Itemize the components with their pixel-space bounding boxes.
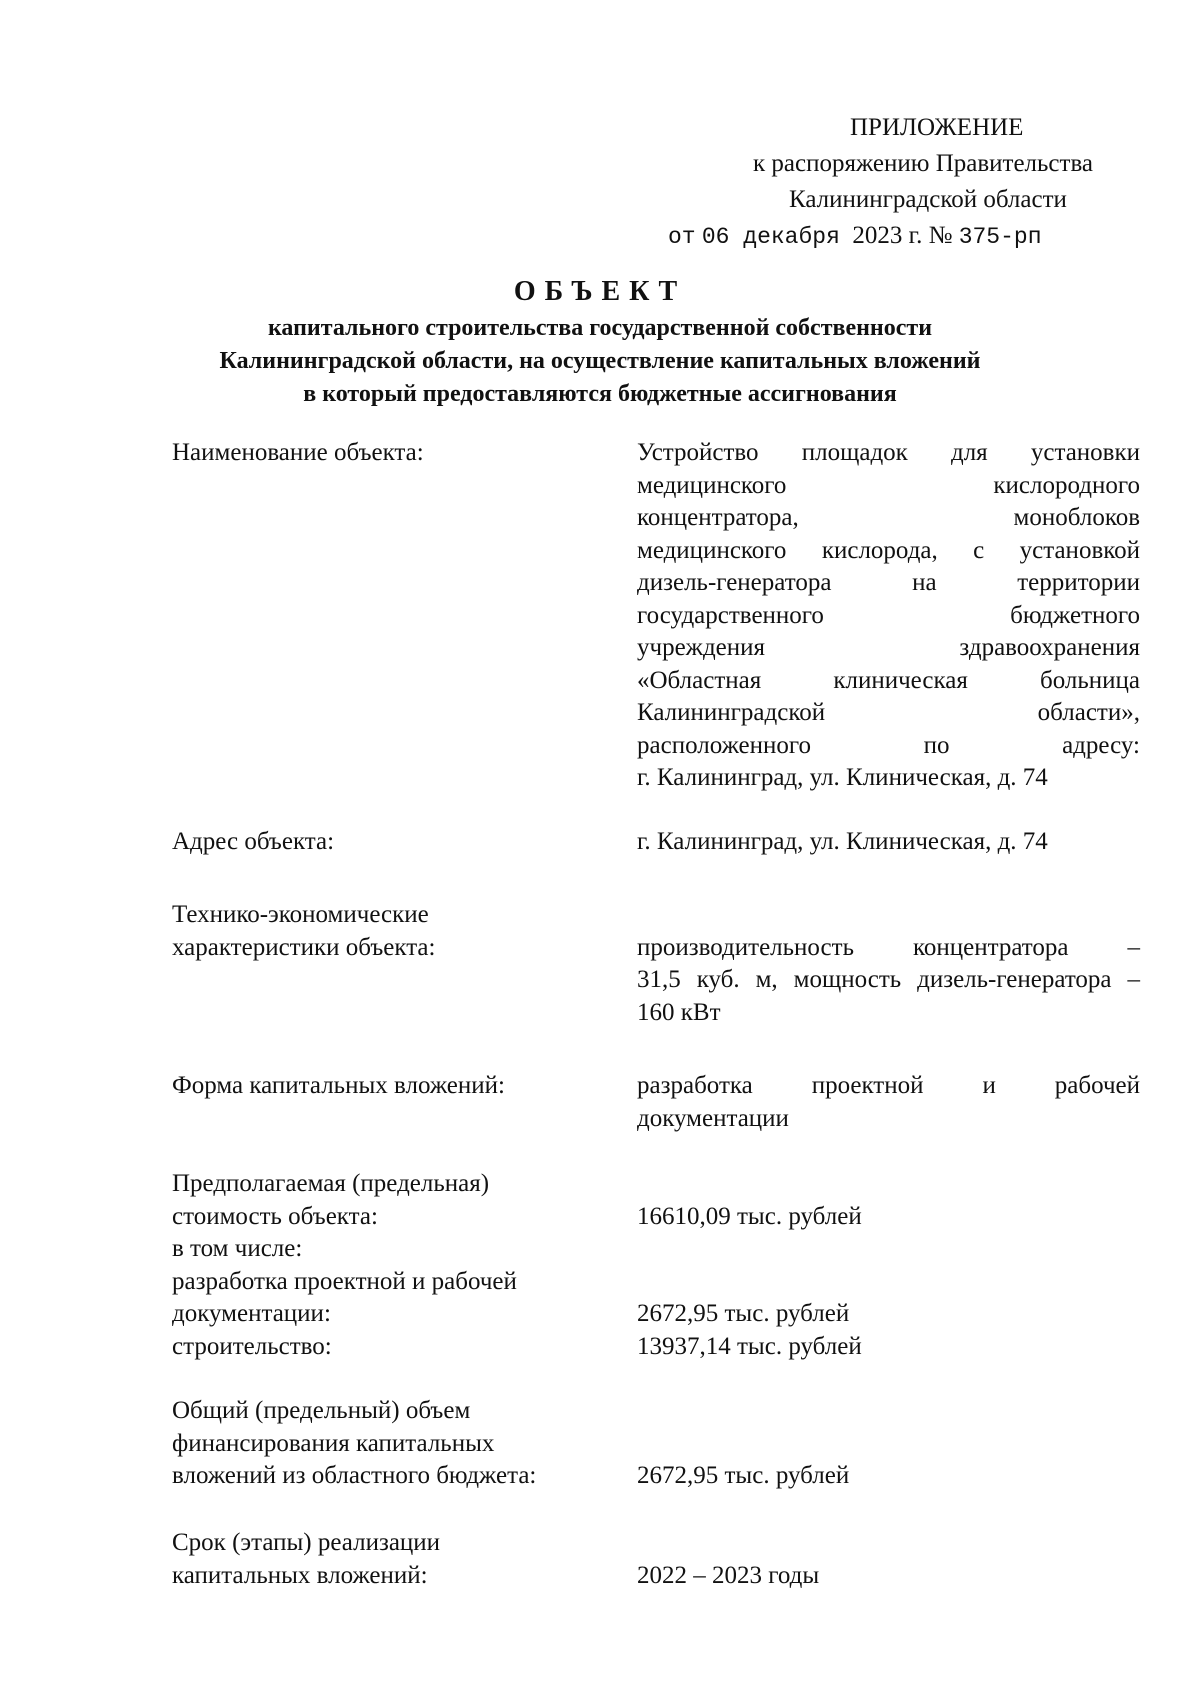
value-line: г. Калининград, ул. Клиническая, д. 74 — [637, 764, 1048, 791]
value-line: учреждения здравоохранения — [637, 634, 1140, 661]
value-line: 160 кВт — [637, 998, 721, 1026]
label-term — [172, 1527, 612, 1592]
label-financing — [172, 1395, 612, 1493]
value-investment-form — [637, 1070, 1140, 1135]
value-line: Устройство площадок для установки — [637, 439, 1140, 466]
value-line: производительность концентратора – — [637, 933, 1140, 961]
label-specs — [172, 899, 612, 964]
value-line: концентратора, моноблоков — [637, 504, 1140, 531]
value-line: государственного бюджетного — [637, 601, 1140, 629]
label-investment-form: Форма капитальных вложений: — [172, 1072, 505, 1099]
date-prefix: от — [668, 224, 696, 250]
label-object-name: Наименование объекта: — [172, 439, 424, 466]
title-main: ОБЪЕКТ — [513, 276, 687, 307]
appendix-order-line: к распоряжению Правительства — [753, 150, 1094, 177]
value-line: медицинского кислорода, с установкой — [637, 536, 1140, 564]
label-line: характеристики объекта: — [172, 933, 436, 961]
label-cost — [172, 1168, 612, 1363]
label-line: документации: — [172, 1300, 331, 1327]
label-line: Общий (предельный) объем — [172, 1397, 471, 1424]
date-day-month: 06 декабря — [701, 224, 840, 250]
value-line: «Областная клиническая больница — [637, 666, 1140, 694]
appendix-region-line: Калининградской области — [789, 186, 1067, 213]
value-financing: 2672,95 тыс. рублей — [637, 1462, 850, 1489]
appendix-date-line — [668, 218, 1042, 255]
value-specs — [637, 932, 1140, 1030]
label-line: стоимость объекта: — [172, 1202, 378, 1230]
label-line: Технико-экономические — [172, 901, 429, 928]
title-line-2: Калининградской области, на осуществление капитальных вложений — [219, 348, 981, 374]
title-line-3: в который предоставляются бюджетные ассигнования — [303, 381, 897, 407]
label-line: финансирования капитальных — [172, 1429, 495, 1457]
value-line: разработка проектной и рабочей — [637, 1072, 1140, 1099]
value-line: расположенного по адресу: — [637, 731, 1140, 759]
title-line-1: капитального строительства государственной собственности — [267, 315, 933, 341]
label-line: разработка проектной и рабочей — [172, 1267, 517, 1295]
value-cost-construction: 13937,14 тыс. рублей — [637, 1332, 862, 1360]
value-line: медицинского кислородного — [637, 471, 1140, 499]
label-line: строительство: — [172, 1332, 332, 1360]
order-number: 375-рп — [958, 224, 1042, 250]
document-title — [0, 272, 1200, 411]
label-object-address: Адрес объекта: — [172, 828, 335, 855]
value-object-address: г. Калининград, ул. Клиническая, д. 74 — [637, 828, 1048, 855]
label-line: Предполагаемая (предельная) — [172, 1170, 490, 1197]
value-line: 31,5 куб. м, мощность дизель-генератора – — [637, 966, 1140, 993]
value-cost-docs: 2672,95 тыс. рублей — [637, 1300, 850, 1327]
value-line: документации — [637, 1104, 789, 1132]
label-line: в том числе: — [172, 1235, 303, 1262]
value-term: 2022 – 2023 годы — [637, 1561, 820, 1589]
label-line: Срок (этапы) реализации — [172, 1529, 441, 1556]
appendix-heading: ПРИЛОЖЕНИЕ — [850, 114, 1024, 141]
value-cost-total: 16610,09 тыс. рублей — [637, 1202, 862, 1230]
label-line: капитальных вложений: — [172, 1561, 428, 1589]
date-year: 2023 г. № — [852, 222, 953, 249]
value-line: дизель-генератора на территории — [637, 569, 1140, 596]
label-line: вложений из областного бюджета: — [172, 1462, 537, 1489]
value-object-name — [637, 437, 1140, 795]
value-line: Калининградской области», — [637, 699, 1140, 726]
